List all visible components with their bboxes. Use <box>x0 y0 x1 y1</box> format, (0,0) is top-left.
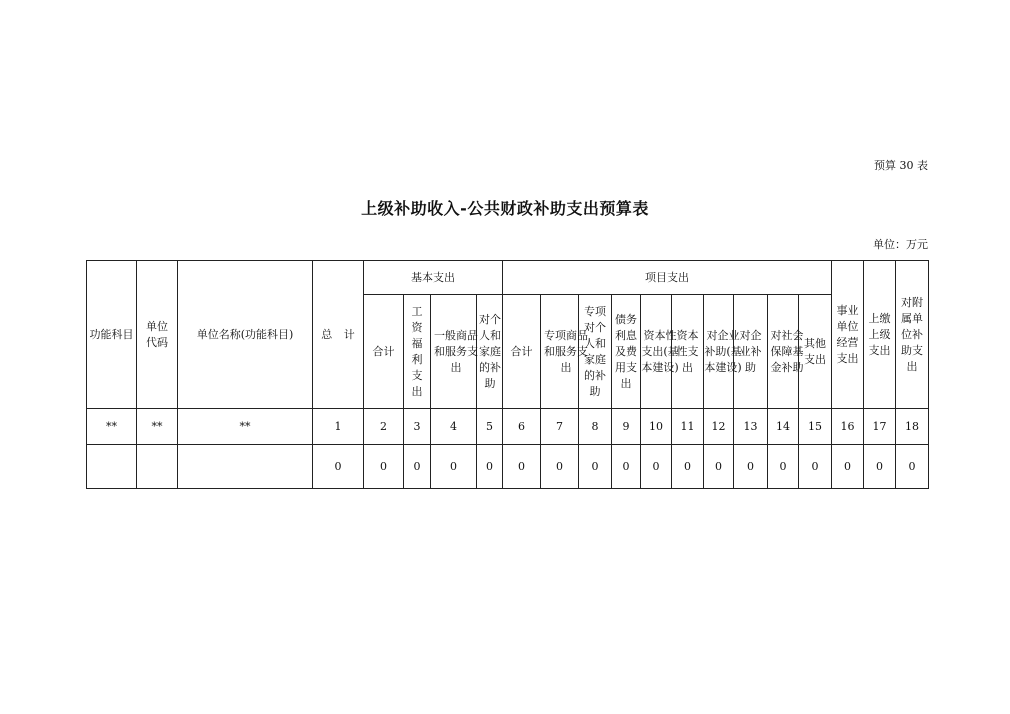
header-unit-name: 单位名称(功能科目) <box>178 261 313 409</box>
index-cell: 18 <box>896 409 929 445</box>
index-cell: 14 <box>768 409 799 445</box>
form-number: 预算 30 表 <box>874 159 928 172</box>
header-goods-services: 一般商品和服务支出 <box>431 295 477 409</box>
header-personal-family: 对个人和家庭的补助 <box>477 295 503 409</box>
header-other: 其他支出 <box>799 295 832 409</box>
unit-label: 单位：万元 <box>873 238 928 251</box>
header-social-security: 对社会保障基金补助 <box>768 295 799 409</box>
index-cell: 16 <box>832 409 864 445</box>
header-project-subtotal: 合计 <box>503 295 541 409</box>
index-cell: ** <box>178 409 313 445</box>
data-cell: 0 <box>541 445 579 489</box>
data-cell: 0 <box>431 445 477 489</box>
index-cell: 10 <box>641 409 672 445</box>
data-cell: 0 <box>404 445 431 489</box>
data-cell: 0 <box>832 445 864 489</box>
data-cell: 0 <box>799 445 832 489</box>
index-cell: 3 <box>404 409 431 445</box>
index-cell: 8 <box>579 409 612 445</box>
header-project-group: 项目支出 <box>503 261 832 295</box>
index-cell: 2 <box>364 409 404 445</box>
header-basic-group: 基本支出 <box>364 261 503 295</box>
page-title: 上级补助收入-公共财政补助支出预算表 <box>361 199 649 218</box>
data-cell: 0 <box>579 445 612 489</box>
header-total: 总 计 <box>313 261 364 409</box>
header-capital-basic: 资本性支出(基本建设) <box>641 295 672 409</box>
index-cell: 13 <box>734 409 768 445</box>
index-cell: 5 <box>477 409 503 445</box>
header-enterprise-basic: 对企业补助(基本建设) <box>704 295 734 409</box>
header-basic-subtotal: 合计 <box>364 295 404 409</box>
index-cell: 17 <box>864 409 896 445</box>
data-cell: 0 <box>503 445 541 489</box>
index-cell: ** <box>87 409 137 445</box>
index-cell: 6 <box>503 409 541 445</box>
index-cell: 11 <box>672 409 704 445</box>
data-cell: 0 <box>768 445 799 489</box>
index-cell: ** <box>137 409 178 445</box>
data-cell: 0 <box>313 445 364 489</box>
data-cell: 0 <box>612 445 641 489</box>
header-debt-interest: 债务利息及费用支出 <box>612 295 641 409</box>
index-cell: 4 <box>431 409 477 445</box>
data-cell <box>178 445 313 489</box>
index-cell: 9 <box>612 409 641 445</box>
data-cell: 0 <box>364 445 404 489</box>
table-row <box>87 445 929 489</box>
index-cell: 15 <box>799 409 832 445</box>
header-func-subject: 功能科目 <box>87 261 137 409</box>
header-enterprise: 对企业补助 <box>734 295 768 409</box>
header-salary-welfare: 工资福利支出 <box>404 295 431 409</box>
header-capital: 资本性支出 <box>672 295 704 409</box>
index-cell: 7 <box>541 409 579 445</box>
data-cell <box>137 445 178 489</box>
data-cell: 0 <box>477 445 503 489</box>
header-special-personal: 专项对个人和家庭的补助 <box>579 295 612 409</box>
data-cell: 0 <box>734 445 768 489</box>
table-row <box>87 409 929 445</box>
index-cell: 12 <box>704 409 734 445</box>
header-subsidiary: 对附属单位补助支出 <box>896 261 929 409</box>
header-remit-upper: 上缴上级支出 <box>864 261 896 409</box>
header-business-ops: 事业单位经营支出 <box>832 261 864 409</box>
header-unit-code: 单位代码 <box>137 261 178 409</box>
data-cell: 0 <box>672 445 704 489</box>
budget-table <box>86 260 929 489</box>
header-special-goods: 专项商品和服务支出 <box>541 295 579 409</box>
index-cell: 1 <box>313 409 364 445</box>
data-cell: 0 <box>641 445 672 489</box>
data-cell: 0 <box>864 445 896 489</box>
data-cell: 0 <box>896 445 929 489</box>
data-cell <box>87 445 137 489</box>
data-cell: 0 <box>704 445 734 489</box>
